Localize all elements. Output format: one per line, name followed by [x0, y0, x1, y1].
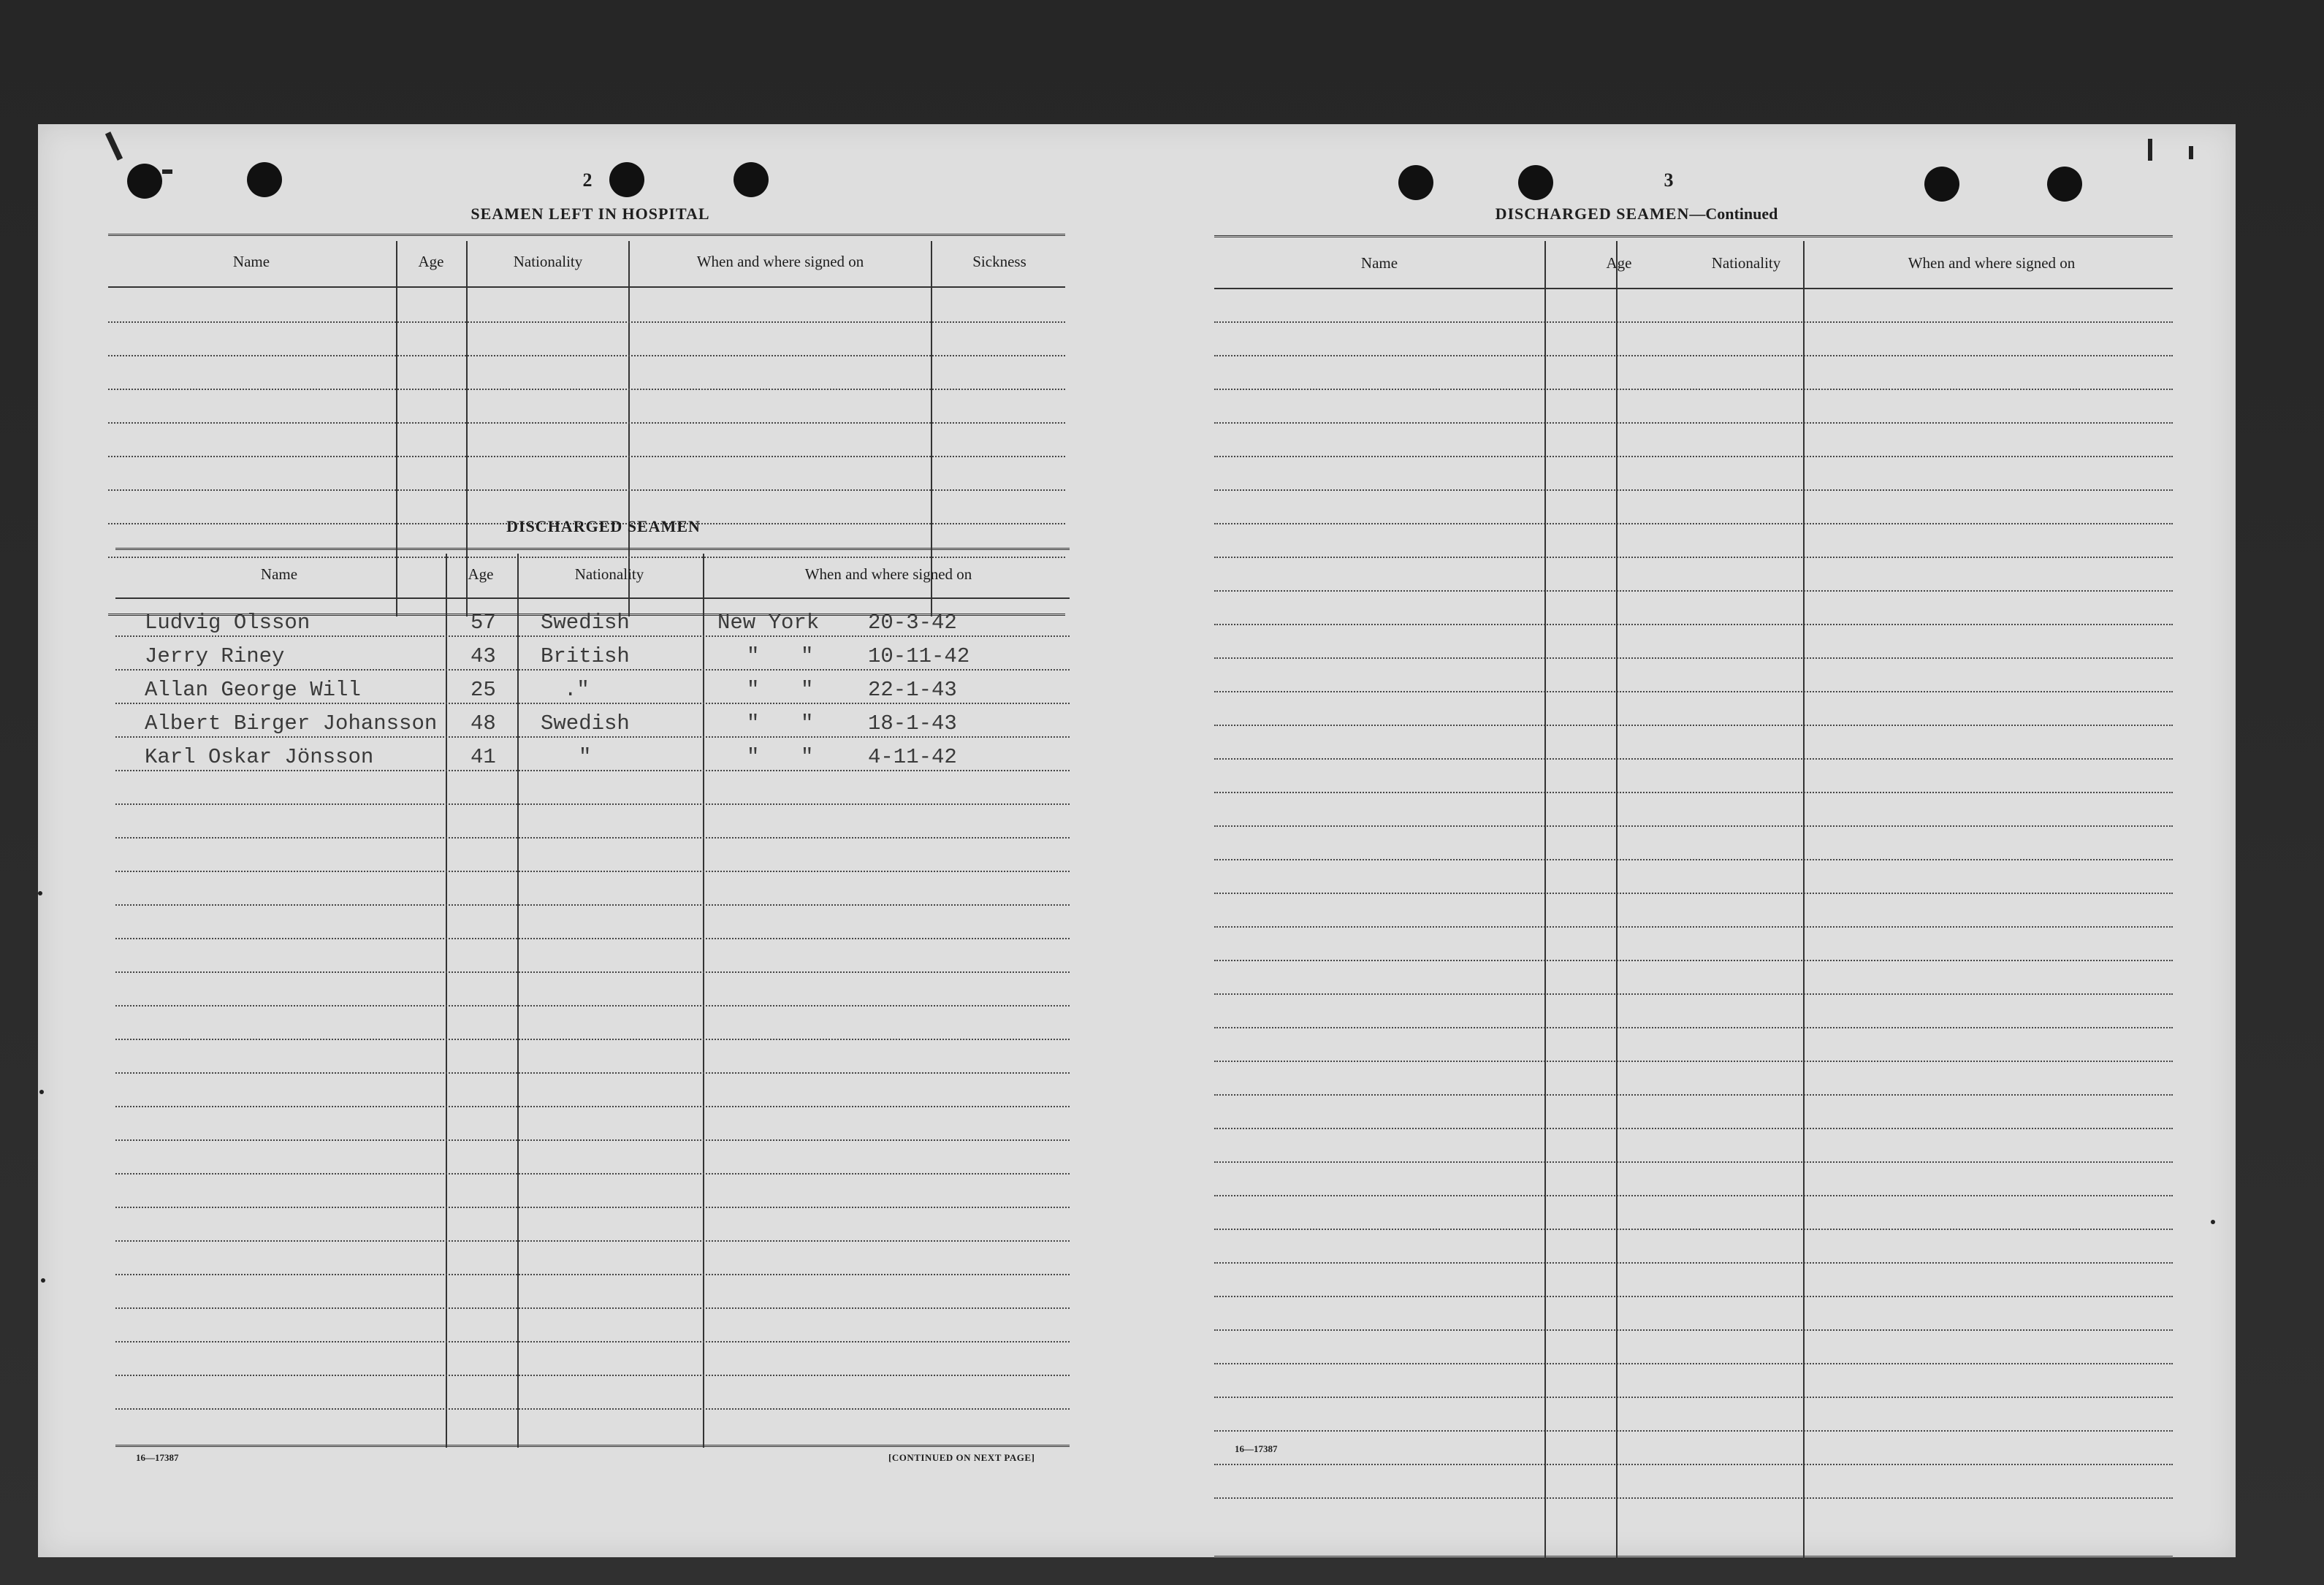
row-line: [115, 635, 1070, 637]
column-header: Sickness: [972, 253, 1026, 270]
page-number: 2: [582, 169, 593, 191]
row-line: [115, 1139, 1070, 1141]
seaman-name: Karl Oskar Jönsson: [145, 745, 374, 769]
header-rule: [1214, 288, 2173, 289]
row-line: [1214, 355, 2173, 356]
column-divider: [466, 241, 468, 616]
row-line: [1214, 825, 2173, 827]
row-line: [1214, 1397, 2173, 1398]
discharged-section-title: DISCHARGED SEAMEN: [506, 517, 701, 535]
header-rule: [108, 286, 1065, 288]
column-header: Name: [260, 565, 298, 583]
row-line: [115, 1039, 1070, 1040]
row-line: [1214, 1329, 2173, 1331]
column-header: Nationality: [1711, 254, 1781, 272]
column-header: When and where signed on: [804, 565, 972, 583]
row-line: [1214, 321, 2173, 323]
signed-on-date: 18-1-43: [868, 711, 957, 736]
ink-mark: [2189, 146, 2193, 159]
header-rule: [115, 597, 1070, 599]
row-line: [108, 557, 1065, 558]
row-line: [115, 1240, 1070, 1242]
ink-mark: [41, 1278, 45, 1283]
row-line: [108, 389, 1065, 390]
column-divider: [396, 241, 397, 616]
column-divider: [628, 241, 630, 616]
row-line: [1214, 1262, 2173, 1264]
seaman-name: Ludvig Olsson: [145, 611, 310, 635]
row-line: [115, 669, 1070, 671]
ink-mark: [2211, 1220, 2215, 1224]
table-top-rule: [108, 234, 1065, 236]
signed-on-port: New York: [717, 611, 820, 635]
seaman-name: Albert Birger Johansson: [145, 711, 438, 736]
row-line: [1214, 1161, 2173, 1163]
ditto-mark: ": [801, 678, 814, 702]
row-line: [108, 355, 1065, 356]
signed-on-port: ": [747, 644, 760, 668]
row-line: [115, 803, 1070, 805]
table-bottom-rule: [115, 1445, 1070, 1447]
column-divider: [517, 554, 519, 1448]
row-line: [1214, 1027, 2173, 1028]
signed-on-port: ": [747, 745, 760, 769]
row-line: [115, 837, 1070, 839]
row-line: [1214, 624, 2173, 625]
row-line: [115, 938, 1070, 939]
row-line: [1214, 1094, 2173, 1096]
row-line: [115, 736, 1070, 738]
row-line: [115, 871, 1070, 872]
signed-on-port: ": [747, 711, 760, 736]
punch-hole: [127, 164, 162, 199]
seaman-age: 25: [470, 678, 496, 702]
row-line: [1214, 1363, 2173, 1364]
ditto-mark: ": [801, 644, 814, 668]
title-suffix: —Continued: [1689, 205, 1778, 223]
signed-on-date: 4-11-42: [868, 745, 957, 769]
row-line: [1214, 926, 2173, 928]
row-line: [1214, 422, 2173, 424]
row-line: [115, 1173, 1070, 1175]
row-line: [1214, 489, 2173, 491]
seaman-nationality: ": [579, 745, 592, 769]
column-header: Age: [1606, 254, 1632, 272]
punch-hole: [1398, 165, 1433, 200]
row-line: [108, 489, 1065, 491]
row-line: [115, 1005, 1070, 1007]
row-line: [115, 1408, 1070, 1410]
row-line: [1214, 1464, 2173, 1465]
seaman-age: 41: [470, 745, 496, 769]
seaman-name: Allan George Will: [145, 678, 361, 702]
seaman-age: 57: [470, 611, 496, 635]
column-header: When and where signed on: [1908, 254, 2076, 272]
row-line: [1214, 590, 2173, 592]
row-line: [115, 703, 1070, 704]
punch-hole: [2047, 167, 2082, 202]
row-line: [1214, 657, 2173, 659]
column-header: Name: [1360, 254, 1398, 272]
row-line: [1214, 1195, 2173, 1196]
row-line: [1214, 1296, 2173, 1297]
ink-mark: [2148, 139, 2152, 161]
column-header: Nationality: [513, 253, 583, 270]
column-divider: [703, 554, 704, 1448]
row-line: [115, 1341, 1070, 1343]
row-line: [1214, 960, 2173, 961]
row-line: [1214, 1061, 2173, 1062]
document-sheet: [38, 124, 2236, 1557]
row-line: [1214, 1229, 2173, 1230]
punch-hole: [1924, 167, 1959, 202]
punch-hole: [734, 162, 769, 197]
row-line: [108, 422, 1065, 424]
row-line: [1214, 893, 2173, 894]
column-divider: [931, 241, 932, 616]
signed-on-date: 22-1-43: [868, 678, 957, 702]
row-line: [1214, 859, 2173, 860]
ink-mark: [105, 131, 123, 161]
seaman-nationality: Swedish: [541, 611, 630, 635]
continued-note: [CONTINUED ON NEXT PAGE]: [888, 1452, 1035, 1463]
hospital-section-title: SEAMEN LEFT IN HOSPITAL: [470, 205, 710, 223]
punch-hole: [1518, 165, 1553, 200]
left-page: [38, 124, 1137, 1557]
column-header: Age: [468, 565, 494, 583]
row-line: [1214, 1430, 2173, 1432]
row-line: [1214, 389, 2173, 390]
punch-hole: [247, 162, 282, 197]
punch-hole: [609, 162, 644, 197]
row-line: [1214, 691, 2173, 692]
row-line: [1214, 993, 2173, 995]
row-line: [115, 1106, 1070, 1107]
title-main: DISCHARGED SEAMEN: [1495, 205, 1690, 223]
seaman-age: 48: [470, 711, 496, 736]
row-line: [115, 1375, 1070, 1376]
row-line: [1214, 557, 2173, 558]
ink-mark: [39, 1090, 44, 1094]
seaman-nationality: British: [541, 644, 630, 668]
ditto-mark: ": [801, 711, 814, 736]
signed-on-port: ": [747, 678, 760, 702]
right-page: [1137, 124, 2236, 1557]
seaman-name: Jerry Riney: [145, 644, 285, 668]
form-code: 16—17387: [136, 1452, 179, 1463]
row-line: [1214, 1497, 2173, 1499]
row-line: [115, 770, 1070, 771]
discharged-continued-title: [1496, 205, 1778, 224]
signed-on-date: 20-3-42: [868, 611, 957, 635]
row-line: [115, 904, 1070, 906]
ditto-mark: ": [801, 745, 814, 769]
seaman-nationality: .": [564, 678, 590, 702]
row-line: [115, 1207, 1070, 1208]
form-code: 16—17387: [1235, 1443, 1278, 1454]
column-header: Name: [232, 253, 270, 270]
row-line: [1214, 523, 2173, 524]
signed-on-date: 10-11-42: [868, 644, 970, 668]
column-header: When and where signed on: [696, 253, 864, 270]
row-line: [1214, 725, 2173, 726]
row-line: [115, 1307, 1070, 1309]
row-line: [115, 971, 1070, 973]
column-header: Age: [418, 253, 444, 270]
row-line: [1214, 1128, 2173, 1129]
ink-mark: [38, 891, 42, 895]
row-line: [115, 1274, 1070, 1275]
row-line: [108, 321, 1065, 323]
row-line: [1214, 792, 2173, 793]
page-number: 3: [1664, 169, 1674, 191]
seaman-nationality: Swedish: [541, 711, 630, 736]
row-line: [1214, 456, 2173, 457]
seaman-age: 43: [470, 644, 496, 668]
table-bottom-rule: [1214, 1556, 2173, 1558]
ink-mark: [162, 169, 172, 174]
column-header: Nationality: [574, 565, 644, 583]
table-top-rule: [115, 548, 1070, 550]
table-top-rule: [1214, 235, 2173, 237]
column-divider: [446, 554, 447, 1448]
row-line: [1214, 758, 2173, 760]
row-line: [108, 456, 1065, 457]
row-line: [115, 1072, 1070, 1074]
